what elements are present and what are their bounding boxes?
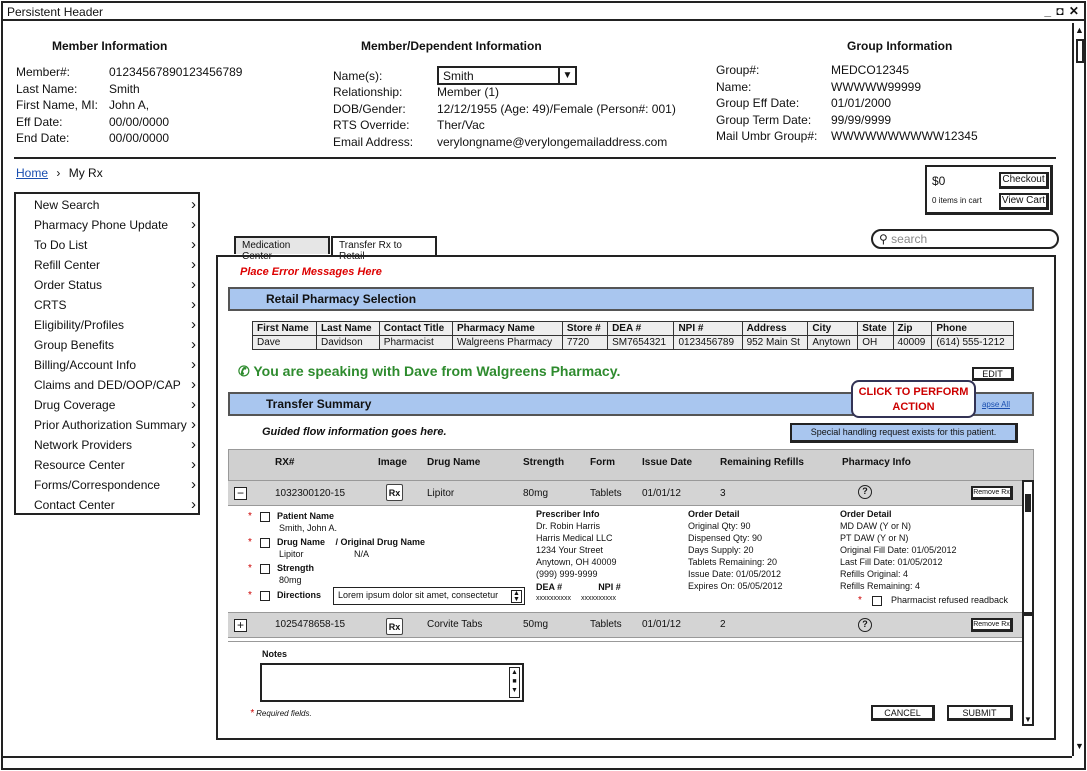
tab-medication-center[interactable]: Medication Center [234, 236, 330, 254]
cart-box [925, 165, 1053, 215]
member-info-row [16, 64, 242, 81]
table-cell: Walgreens Pharmacy [452, 336, 562, 350]
sidebar-item-crts[interactable]: CRTS [34, 298, 67, 312]
chevron-right-icon: › [191, 436, 196, 453]
dependent-info-row [333, 117, 676, 134]
window-title: Persistent Header [7, 5, 104, 19]
member-info-value: 00/00/0000 [109, 131, 170, 145]
sidebar-item-group-benefits[interactable]: Group Benefits [34, 338, 115, 352]
order-detail-line: Days Supply: 20 [688, 545, 754, 555]
order-detail-2 [840, 508, 1008, 607]
directions-field [248, 589, 321, 602]
required-marker: * [248, 537, 252, 548]
readback-label: Pharmacist refused readback [890, 595, 1008, 605]
column-header: Phone [932, 322, 1014, 336]
view-cart-button[interactable]: View Cart [999, 193, 1049, 210]
drug-strength: 80mg [523, 488, 549, 499]
chevron-right-icon: › [191, 396, 196, 413]
group-info-value: 01/01/2000 [831, 96, 892, 110]
member-info-title: Member Information [52, 39, 168, 53]
pharmacy-info-icon[interactable]: ? [858, 618, 872, 632]
original-drug-label: / Original Drug Name [335, 537, 425, 547]
group-info-value: WWWWW99999 [831, 79, 921, 94]
sidebar-item-forms-correspondence[interactable]: Forms/Correspondence [34, 478, 161, 492]
col-drug-name: Drug Name [427, 457, 481, 468]
group-info-value: MEDCO12345 [831, 63, 910, 77]
group-info-label: Group Term Date: [716, 112, 812, 127]
breadcrumb [16, 166, 103, 180]
readback-checkbox[interactable] [872, 596, 882, 606]
col-remaining-refills: Remaining Refills [720, 457, 804, 468]
order-detail-line: Tablets Remaining: 20 [688, 557, 778, 567]
click-to-perform-action-callout: CLICK TO PERFORM ACTION [851, 380, 976, 418]
order-detail-line: Original Qty: 90 [688, 521, 751, 531]
sidebar-item-order-status[interactable]: Order Status [34, 278, 103, 292]
member-info-row [16, 81, 242, 98]
names-label: Name(s): [333, 69, 383, 83]
dependent-info-row [333, 84, 676, 101]
dependent-info-value: Ther/Vac [437, 118, 485, 132]
table-cell: (614) 555-1212 [932, 336, 1014, 350]
required-marker: * [248, 563, 252, 574]
table-cell: 7720 [562, 336, 607, 350]
column-header: NPI # [674, 322, 742, 336]
column-header: City [808, 322, 858, 336]
sidebar-item-network-providers[interactable]: Network Providers [34, 438, 133, 452]
col-form: Form [590, 457, 615, 468]
rx-image-icon: Rx [386, 484, 403, 501]
group-info-row [716, 62, 978, 79]
dependent-info-value: Member (1) [437, 85, 500, 99]
issue-date: 01/01/12 [642, 488, 681, 499]
col-rx: RX# [275, 457, 295, 468]
table-cell: 0123456789 [674, 336, 742, 350]
prescriber-line: (999) 999-9999 [536, 569, 598, 579]
pharmacy-info-icon[interactable]: ? [858, 485, 872, 499]
rx-row-1[interactable] [228, 480, 1022, 506]
strength-checkbox[interactable] [260, 564, 270, 574]
sidebar-item-claims-and-ded-oop-cap[interactable]: Claims and DED/OOP/CAP [34, 378, 181, 392]
cart-amount: $0 [932, 174, 946, 188]
remaining-refills: 2 [720, 619, 726, 630]
table-cell: 40009 [893, 336, 932, 350]
column-header: Last Name [316, 322, 379, 336]
directions-scroll-icon[interactable]: ▲ ▼ [511, 590, 522, 603]
order-detail-line: MD DAW (Y or N) [840, 521, 911, 531]
search-input[interactable] [871, 229, 1059, 249]
order-detail-line: PT DAW (Y or N) [840, 533, 909, 543]
speaking-text: You are speaking with Dave from Walgreens Pharmacy. [253, 363, 621, 379]
required-marker: * [248, 590, 252, 601]
table-cell: 952 Main St [742, 336, 808, 350]
patient-name-checkbox[interactable] [260, 512, 270, 522]
member-info-label: End Date: [16, 131, 70, 145]
drug-name-label: Drug Name [276, 537, 325, 547]
table-row[interactable] [253, 336, 1014, 350]
required-fields-text: Required fields. [256, 709, 312, 718]
retail-pharmacy-header [228, 287, 1034, 311]
dependent-info-value: verylongname@verylongemailaddress.com [437, 134, 668, 149]
dependent-info-label: RTS Override: [333, 118, 410, 132]
sidebar-item-resource-center[interactable]: Resource Center [34, 458, 125, 472]
group-info-label: Name: [716, 79, 752, 94]
chevron-right-icon: › [191, 456, 196, 473]
table-cell: SM7654321 [608, 336, 674, 350]
member-info-value: 00/00/0000 [109, 114, 170, 129]
rx-number: 1025478658-15 [275, 619, 346, 630]
breadcrumb-current: My Rx [68, 166, 103, 180]
sidebar-menu [14, 192, 200, 515]
member-info-value: John A, [109, 98, 150, 112]
chevron-right-icon: › [191, 476, 196, 493]
order-detail-line: Expires On: 05/05/2012 [688, 581, 783, 591]
chevron-right-icon: › [191, 216, 196, 233]
scroll-down-icon[interactable]: ▼ [1075, 741, 1084, 751]
table-cell: Dave [253, 336, 317, 350]
drug-name-checkbox[interactable] [260, 538, 270, 548]
table-cell: Anytown [808, 336, 858, 350]
transfer-summary-title: Transfer Summary [266, 397, 372, 411]
member-info-label: Eff Date: [16, 114, 63, 129]
notes-label: Notes [262, 649, 288, 659]
rx-row-2[interactable] [228, 612, 1022, 638]
group-info-panel [716, 62, 978, 145]
search-icon: ⚲ [879, 232, 888, 246]
required-marker: * [248, 511, 252, 522]
order-detail-1-title: Order Detail [688, 509, 740, 519]
dependent-info-label: Email Address: [333, 134, 414, 149]
remaining-refills: 3 [720, 488, 726, 499]
dependent-info-panel [333, 84, 676, 150]
drug-strength: 50mg [523, 619, 549, 630]
group-info-label: Group#: [716, 63, 760, 77]
chevron-right-icon: › [191, 316, 196, 333]
order-detail-line: Dispensed Qty: 90 [688, 533, 763, 543]
column-header: First Name [253, 322, 317, 336]
table-header-row [253, 322, 1014, 336]
column-header: Store # [562, 322, 607, 336]
drug-name: Corvite Tabs [427, 619, 483, 630]
cart-items-count: 0 items in cart [932, 196, 982, 205]
lower-scrollbar[interactable] [1022, 614, 1034, 726]
detail-strength: 80mg [279, 575, 302, 585]
directions-label: Directions [276, 590, 321, 600]
dropdown-arrow-icon[interactable]: ▼ [558, 68, 575, 83]
detail-drug-name: Lipitor [279, 549, 304, 559]
column-header: State [858, 322, 893, 336]
col-image: Image [378, 457, 407, 468]
column-header: Zip [893, 322, 932, 336]
dependent-info-row [333, 101, 676, 118]
guided-flow-text: Guided flow information goes here. [262, 426, 447, 438]
order-detail-line: Refills Original: 4 [840, 569, 909, 579]
search-placeholder: search [891, 232, 928, 246]
checkout-button[interactable]: Checkout [999, 172, 1049, 189]
col-strength: Strength [523, 457, 565, 468]
npi-value: xxxxxxxxxx [581, 595, 616, 602]
required-fields-note [250, 708, 312, 719]
error-message: Place Error Messages Here [240, 266, 382, 278]
breadcrumb-home-link[interactable]: Home [16, 166, 49, 180]
rx-number: 1032300120-15 [275, 488, 346, 499]
chevron-right-icon: › [191, 416, 196, 433]
order-detail-line: Original Fill Date: 01/05/2012 [840, 545, 957, 555]
prescriber-title: Prescriber Info [536, 509, 600, 519]
dependent-info-row [333, 134, 676, 151]
remove-rx-button[interactable]: Remove Rx [971, 486, 1013, 500]
detail-scrollbar[interactable] [1022, 480, 1034, 614]
drug-form: Tablets [590, 488, 622, 499]
sidebar-item-drug-coverage[interactable]: Drug Coverage [34, 398, 116, 412]
order-detail-line: Last Fill Date: 01/05/2012 [840, 557, 943, 567]
dependent-info-label: Relationship: [333, 85, 403, 99]
notes-divider [228, 641, 1022, 642]
group-info-row [716, 95, 978, 112]
group-info-label: Mail Umbr Group#: [716, 129, 818, 143]
special-handling-notice[interactable]: Special handling request exists for this patient. [790, 423, 1018, 443]
header-divider [14, 157, 1056, 159]
sidebar-item-pharmacy-phone-update[interactable]: Pharmacy Phone Update [34, 218, 169, 232]
rx-table-header [228, 449, 1034, 483]
names-select[interactable] [437, 66, 577, 85]
chevron-right-icon: › [191, 496, 196, 513]
breadcrumb-separator-icon: › [56, 166, 61, 180]
member-info-value: 01234567890123456789 [109, 65, 243, 79]
notes-scroll-icon[interactable]: ▲ ■ ▼ [509, 667, 520, 698]
npi-label: NPI # [598, 582, 621, 592]
chevron-right-icon: › [191, 356, 196, 373]
group-info-value: WWWWWWWWWW12345 [831, 129, 978, 143]
chevron-right-icon: › [191, 276, 196, 293]
sidebar-item-eligibility-profiles[interactable]: Eligibility/Profiles [34, 318, 125, 332]
member-info-value: Smith [109, 81, 140, 96]
required-marker: * [250, 708, 254, 719]
retail-pharmacy-title: Retail Pharmacy Selection [266, 292, 417, 306]
group-info-row [716, 112, 978, 129]
issue-date: 01/01/12 [642, 619, 681, 630]
collapse-row-icon[interactable]: − [234, 487, 247, 500]
directions-checkbox[interactable] [260, 591, 270, 601]
detail-scroll-thumb[interactable] [1025, 494, 1031, 512]
edit-button[interactable]: EDIT [972, 367, 1014, 381]
drug-name: Lipitor [427, 488, 455, 499]
column-header: Address [742, 322, 808, 336]
group-info-value: 99/99/9999 [831, 112, 892, 127]
member-info-row [16, 97, 242, 114]
member-info-row [16, 130, 242, 147]
chevron-right-icon: › [191, 296, 196, 313]
chevron-right-icon: › [191, 256, 196, 273]
dependent-info-label: DOB/Gender: [333, 101, 406, 116]
window-controls[interactable]: _ ◘ ✕ [1044, 4, 1080, 18]
col-issue-date: Issue Date [642, 457, 693, 468]
strength-label: Strength [276, 563, 314, 573]
notes-textarea[interactable] [260, 663, 524, 702]
required-marker: * [858, 595, 862, 606]
scroll-thumb[interactable] [1076, 39, 1084, 63]
prescriber-line: Dr. Robin Harris [536, 521, 601, 531]
patient-name-value: Smith, John A. [279, 523, 338, 533]
member-info-label: First Name, MI: [16, 98, 99, 112]
dependent-info-value: 12/12/1955 (Age: 49)/Female (Person#: 001) [437, 101, 676, 116]
directions-value: Lorem ipsum dolor sit amet, consectetur [338, 590, 499, 600]
remove-rx-button[interactable]: Remove Rx [971, 618, 1013, 632]
member-info-panel [16, 64, 242, 147]
retail-pharmacy-table [252, 321, 1014, 350]
table-cell: OH [858, 336, 893, 350]
cancel-button[interactable]: CANCEL [871, 705, 935, 721]
member-info-label: Last Name: [16, 81, 78, 96]
prescriber-line: Harris Medical LLC [536, 533, 613, 543]
prescriber-info [536, 508, 621, 605]
order-detail-line: Issue Date: 01/05/2012 [688, 569, 782, 579]
vertical-scrollbar[interactable] [1072, 23, 1086, 756]
order-detail-line: Refills Remaining: 4 [840, 581, 921, 591]
member-info-row [16, 114, 242, 131]
horizontal-scrollbar[interactable] [3, 756, 1072, 770]
sidebar-item-to-do-list[interactable]: To Do List [34, 238, 88, 252]
sidebar-item-new-search[interactable]: New Search [34, 198, 100, 212]
rx-image-icon: Rx [386, 618, 403, 635]
prescriber-line: Anytown, OH 40009 [536, 557, 617, 567]
original-drug-value: N/A [354, 549, 370, 559]
title-bar [3, 3, 1084, 21]
scroll-down-icon[interactable]: ▼ [1024, 715, 1032, 724]
sidebar-item-refill-center[interactable]: Refill Center [34, 258, 101, 272]
drug-form: Tablets [590, 619, 622, 630]
order-detail-2-title: Order Detail [840, 509, 892, 519]
sidebar-item-prior-authorization-summary[interactable]: Prior Authorization Summary [34, 418, 187, 432]
dea-value: xxxxxxxxxx [536, 595, 571, 602]
group-info-title: Group Information [847, 39, 953, 53]
chevron-right-icon: › [191, 336, 196, 353]
collapse-all-link[interactable]: apse All [981, 400, 1010, 409]
group-info-label: Group Eff Date: [716, 96, 800, 110]
chevron-right-icon: › [191, 196, 196, 213]
names-selected: Smith [443, 69, 474, 83]
expand-row-icon[interactable]: + [234, 619, 247, 632]
column-header: Contact Title [379, 322, 452, 336]
prescriber-line: 1234 Your Street [536, 545, 604, 555]
drug-name-field [248, 536, 425, 549]
dependent-info-title: Member/Dependent Information [361, 39, 542, 53]
chevron-right-icon: › [191, 376, 196, 393]
scroll-up-icon[interactable]: ▲ [1075, 25, 1084, 35]
directions-input[interactable] [333, 587, 525, 605]
chevron-right-icon: › [191, 236, 196, 253]
column-header: Pharmacy Name [452, 322, 562, 336]
column-header: DEA # [608, 322, 674, 336]
patient-name-label: Patient Name [276, 511, 334, 521]
group-info-row [716, 79, 978, 96]
speaking-message [238, 363, 620, 380]
member-info-label: Member#: [16, 65, 71, 79]
col-pharmacy-info: Pharmacy Info [842, 457, 911, 468]
sidebar-item-billing-account-info[interactable]: Billing/Account Info [34, 358, 137, 372]
order-detail-1 [688, 508, 783, 592]
tab-transfer-rx-to-retail[interactable]: Transfer Rx to Retail [331, 236, 437, 256]
sidebar-item-contact-center[interactable]: Contact Center [34, 498, 115, 512]
table-cell: Pharmacist [379, 336, 452, 350]
dea-label: DEA # [536, 582, 563, 592]
submit-button[interactable]: SUBMIT [947, 705, 1013, 721]
group-info-row [716, 128, 978, 145]
phone-icon: ✆ [238, 363, 250, 379]
table-cell: Davidson [316, 336, 379, 350]
